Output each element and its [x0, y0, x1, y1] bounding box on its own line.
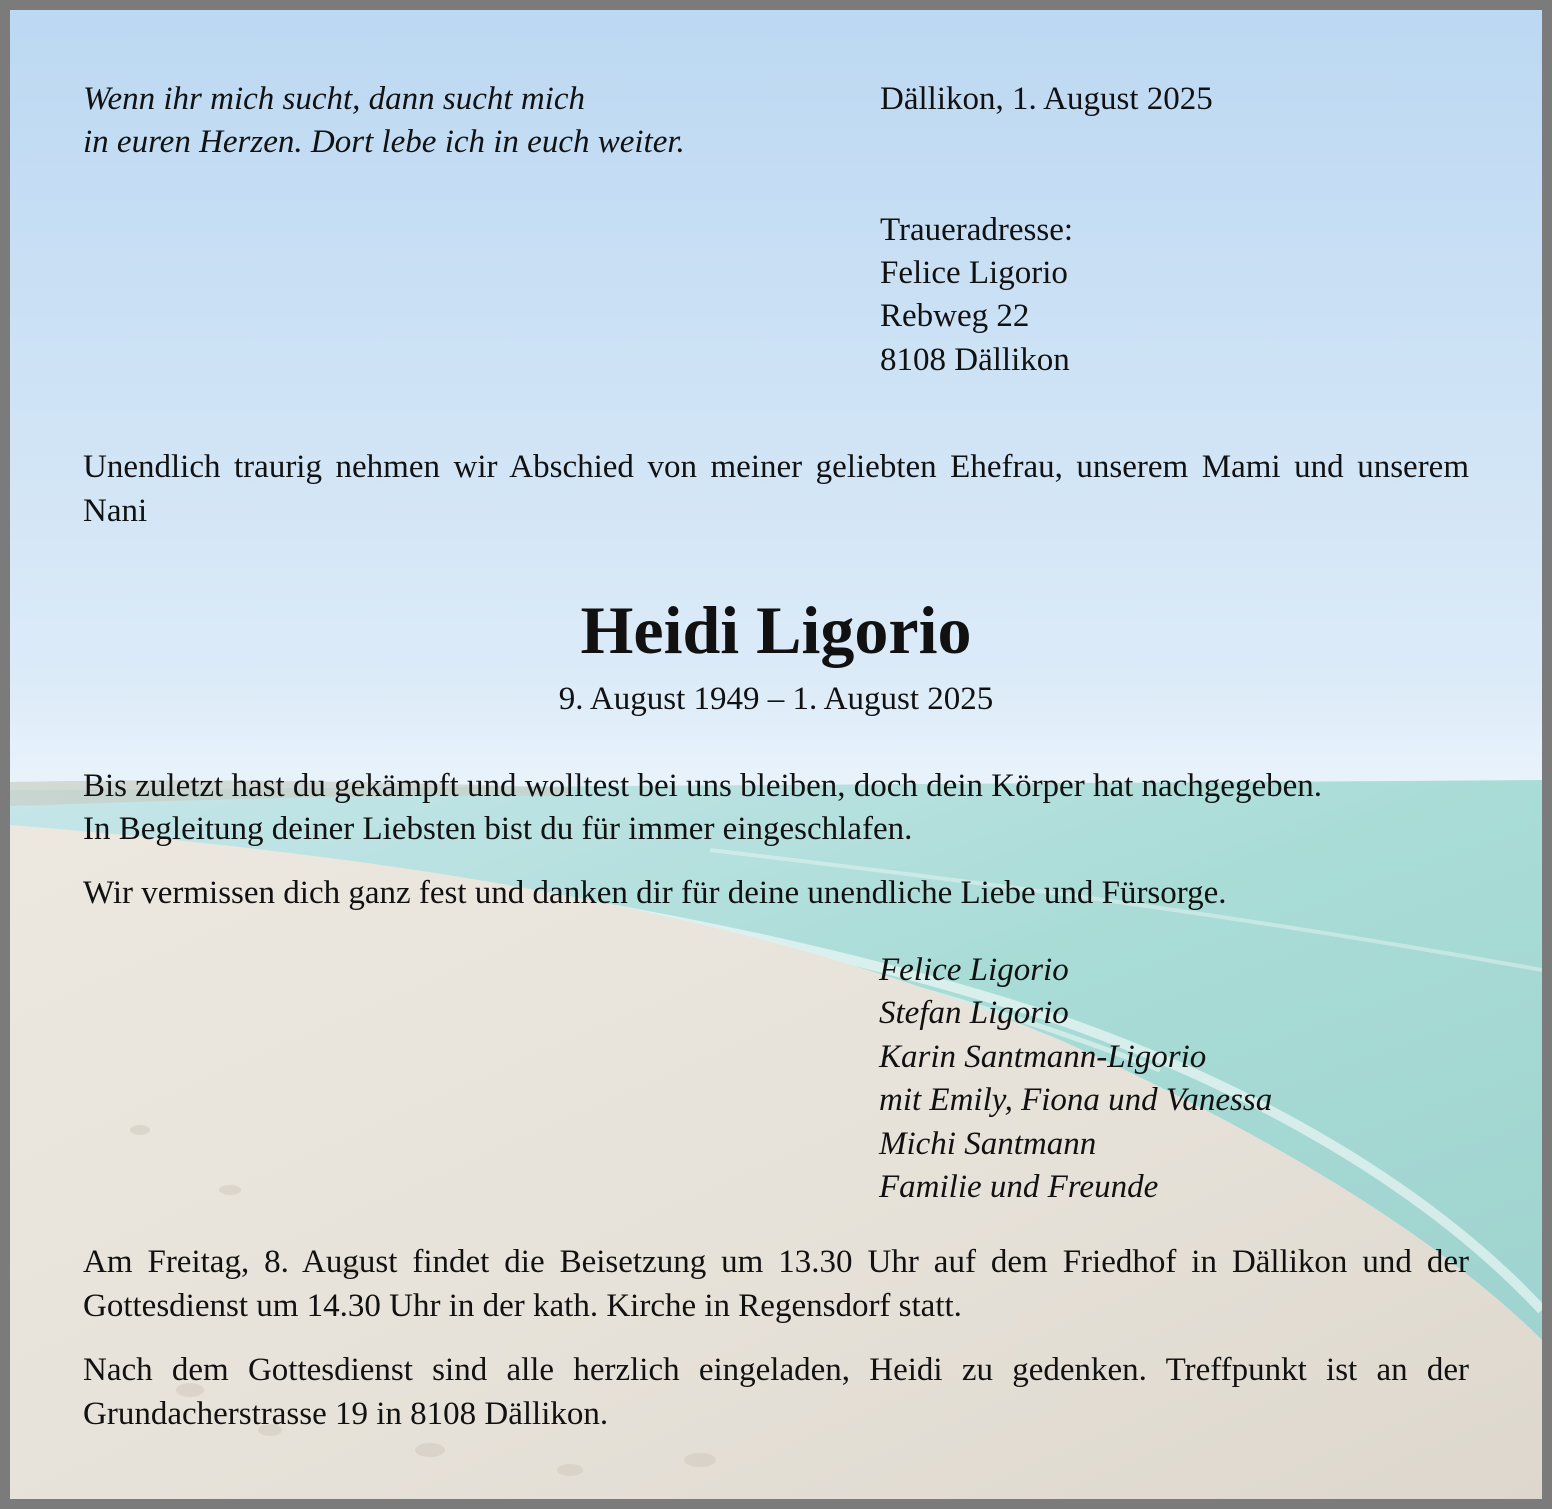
address-name: Felice Ligorio: [880, 255, 1068, 291]
mourner-4: mit Emily, Fiona und Vanessa: [879, 1082, 1273, 1118]
gathering-info: Nach dem Gottesdienst sind alle herzlich eingeladen, Heidi zu gedenken. Treffpunkt ist an der Grundacherstrasse 19 in 8108 Dällikon.: [83, 1352, 1469, 1432]
quote-line-2: in euren Herzen. Dort lebe ich in euch weiter.: [83, 124, 685, 160]
deceased-name: Heidi Ligorio: [580, 592, 972, 668]
mourner-1: Felice Ligorio: [879, 952, 1069, 988]
deceased-dates: 9. August 1949 – 1. August 2025: [558, 681, 994, 717]
funeral-info: Am Freitag, 8. August findet die Beisetzung um 13.30 Uhr auf dem Friedhof in Dällikon und der Gottesdienst um 14.30 Uhr in der kath. Kirche in Regensdorf statt.: [83, 1244, 1469, 1324]
address-street: Rebweg 22: [880, 298, 1030, 334]
quote-line-1: Wenn ihr mich sucht, dann sucht mich: [83, 81, 585, 117]
mourner-3: Karin Santmann-Ligorio: [879, 1039, 1207, 1075]
message-line-2: In Begleitung deiner Liebsten bist du für immer eingeschlafen.: [83, 811, 913, 847]
mourner-2: Stefan Ligorio: [879, 995, 1069, 1031]
address-city: 8108 Dällikon: [880, 342, 1070, 378]
message-line-1: Bis zuletzt hast du gekämpft und wolltest bei uns bleiben, doch dein Körper hat nachgegeben.: [83, 768, 1322, 804]
place-date: Dällikon, 1. August 2025: [880, 81, 1213, 117]
address-label: Traueradresse:: [880, 212, 1074, 248]
message-line-3: Wir vermissen dich ganz fest und danken dir für deine unendliche Liebe und Fürsorge.: [83, 875, 1227, 911]
mourner-5: Michi Santmann: [879, 1126, 1097, 1162]
intro-text: Unendlich traurig nehmen wir Abschied von meiner geliebten Ehefrau, unserem Mami und unserem Nani: [83, 449, 1469, 529]
mourner-6: Familie und Freunde: [879, 1169, 1159, 1205]
